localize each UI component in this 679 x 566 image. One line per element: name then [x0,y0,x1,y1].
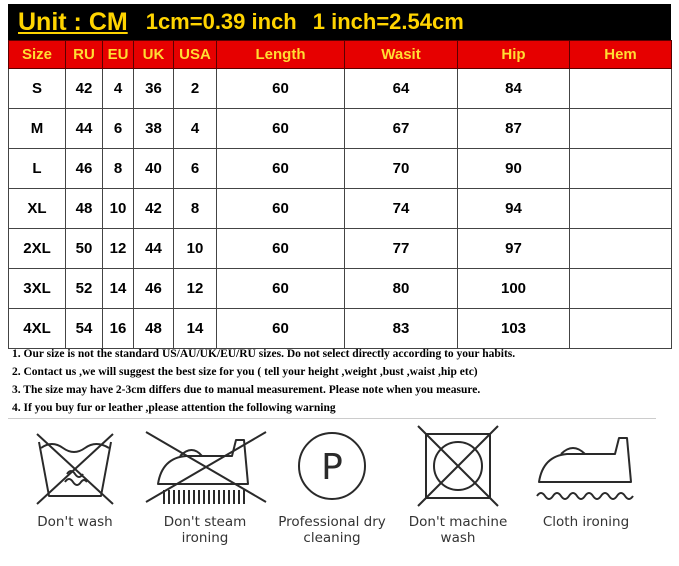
title-bar [8,4,671,40]
note-line: 2. Contact us ,we will suggest the best size for you ( tell your height ,weight ,bust ,waist ,hip etc) [12,366,478,378]
ru-cell: 42 [66,69,103,109]
uk-cell: 44 [134,229,174,269]
eu-cell: 14 [103,269,134,309]
usa-cell: 8 [174,189,217,229]
usa-cell: 10 [174,229,217,269]
usa-cell: 4 [174,109,217,149]
hip-cell: 100 [458,269,570,309]
care-label: Don't wash [37,514,113,530]
table-row [9,149,672,189]
hip-cell: 90 [458,149,570,189]
column-header: EU [103,41,134,69]
uk-cell: 38 [134,109,174,149]
eu-cell: 4 [103,69,134,109]
usa-cell: 14 [174,309,217,349]
eu-cell: 10 [103,189,134,229]
size-cell: 3XL [9,269,66,309]
table-header-row [9,41,672,69]
no-machine-wash-icon [416,424,500,508]
eu-cell: 16 [103,309,134,349]
ru-cell: 50 [66,229,103,269]
uk-cell: 36 [134,69,174,109]
size-cell: XL [9,189,66,229]
waist-cell: 80 [345,269,458,309]
size-cell: L [9,149,66,189]
cm-to-inch-conversion: 1cm=0.39 inch [145,9,297,34]
hem-cell [570,69,672,109]
hem-cell [570,149,672,189]
table-row [9,229,672,269]
size-cell: M [9,109,66,149]
note-line: 4. If you buy fur or leather ,please attention the following warning [12,402,336,414]
size-cell: S [9,69,66,109]
no-steam-ironing-icon [140,424,272,508]
care-label: Professional dry cleaning [278,514,386,546]
care-item-professional-dry-cleaning [267,424,397,546]
waist-cell: 64 [345,69,458,109]
ru-cell: 48 [66,189,103,229]
ru-cell: 54 [66,309,103,349]
length-cell: 60 [217,229,345,269]
table-row [9,269,672,309]
column-header: Hem [570,41,672,69]
table-row [9,309,672,349]
size-cell: 4XL [9,309,66,349]
note-line: 3. The size may have 2-3cm differs due to manual measurement. Please note when you measure. [12,384,481,396]
ru-cell: 44 [66,109,103,149]
waist-cell: 70 [345,149,458,189]
note-line: 1. Our size is not the standard US/AU/UK/EU/RU sizes. Do not select directly according to your habits. [12,348,516,360]
hem-cell [570,309,672,349]
column-header: Wasit [345,41,458,69]
usa-cell: 6 [174,149,217,189]
length-cell: 60 [217,109,345,149]
care-label: Cloth ironing [542,514,630,530]
hem-cell [570,229,672,269]
professional-dry-cleaning-icon [290,424,374,508]
care-label: Don't steam ironing [163,514,247,546]
inch-to-cm-conversion: 1 inch=2.54cm [312,9,464,34]
svg-text:P: P [321,447,343,488]
no-wash-icon [33,424,117,508]
unit-label: Unit : CM [18,7,128,36]
usa-cell: 2 [174,69,217,109]
hem-cell [570,189,672,229]
uk-cell: 48 [134,309,174,349]
hem-cell [570,269,672,309]
waist-cell: 77 [345,229,458,269]
hip-cell: 84 [458,69,570,109]
size-cell: 2XL [9,229,66,269]
length-cell: 60 [217,309,345,349]
usa-cell: 12 [174,269,217,309]
care-item-no-wash [10,424,140,530]
eu-cell: 6 [103,109,134,149]
column-header: Size [9,41,66,69]
divider [8,418,656,419]
care-item-cloth-ironing [521,424,651,530]
eu-cell: 8 [103,149,134,189]
uk-cell: 40 [134,149,174,189]
hip-cell: 87 [458,109,570,149]
hip-cell: 103 [458,309,570,349]
waist-cell: 67 [345,109,458,149]
size-notes [12,345,662,417]
column-header: Length [217,41,345,69]
length-cell: 60 [217,189,345,229]
hip-cell: 97 [458,229,570,269]
length-cell: 60 [217,69,345,109]
column-header: Hip [458,41,570,69]
waist-cell: 74 [345,189,458,229]
cloth-ironing-icon [531,424,641,508]
waist-cell: 83 [345,309,458,349]
uk-cell: 42 [134,189,174,229]
ru-cell: 52 [66,269,103,309]
hip-cell: 94 [458,189,570,229]
table-row [9,109,672,149]
hem-cell [570,109,672,149]
size-chart-table [8,40,672,349]
length-cell: 60 [217,269,345,309]
length-cell: 60 [217,149,345,189]
column-header: UK [134,41,174,69]
column-header: RU [66,41,103,69]
ru-cell: 46 [66,149,103,189]
care-item-no-steam-ironing [140,424,270,546]
column-header: USA [174,41,217,69]
care-label: Don't machine wash [408,514,508,546]
eu-cell: 12 [103,229,134,269]
table-row [9,69,672,109]
table-row [9,189,672,229]
uk-cell: 46 [134,269,174,309]
care-item-no-machine-wash [393,424,523,546]
